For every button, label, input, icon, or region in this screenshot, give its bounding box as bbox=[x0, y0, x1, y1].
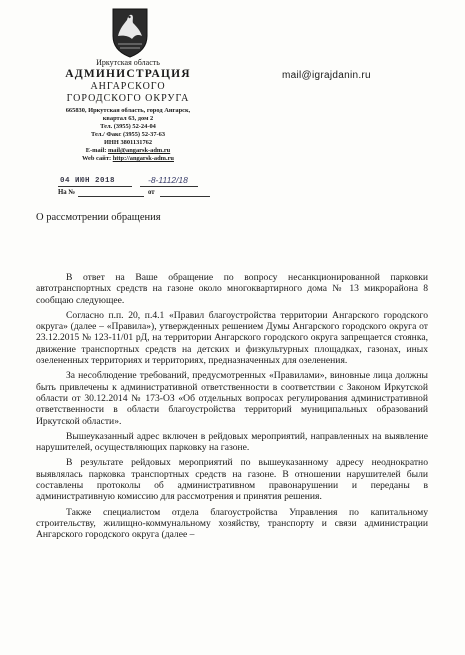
web-link[interactable]: http://angarsk-adm.ru bbox=[112, 155, 174, 162]
paragraph: Также специалистом отдела благоустройства Управления по капитальному строительству, жилищно-коммунальному хозяйству, транспорту и связи администрации Ангарского городского округа (далее – bbox=[36, 506, 428, 541]
web-label: Web сайт: bbox=[82, 155, 112, 162]
address-line-2: квартал 63, дом 2 bbox=[102, 115, 154, 122]
registration-date-stamp: 04 ИЮН 2018 bbox=[60, 177, 116, 185]
administration-title: АДМИНИСТРАЦИЯ bbox=[65, 68, 191, 80]
paragraph: В ответ на Ваше обращение по вопросу несанкционированной парковки автотранспортных средств на газоне около многоквартирного дома № 13 микрорайона 8 сообщаю следующее. bbox=[36, 272, 428, 306]
recipient-email: mail@igrajdanin.ru bbox=[282, 70, 371, 81]
paragraph: За несоблюдение требований, предусмотренных «Правилами», виновные лица должны быть привлечены к административной ответственности в соответствии с Законом Иркутской области от 30.12.2014 № 173-ОЗ «Об отдельных вопросах регулирования административной ответственности в области благоустройства территорий муниципальных образований Иркутской области». bbox=[36, 370, 428, 427]
email-label: E-mail: bbox=[85, 147, 107, 154]
paragraph: Вышеуказанный адрес включен в рейдовых мероприятий, направленных на выявление нарушителей, осуществляющих парковку на газоне. bbox=[36, 430, 428, 454]
email-line bbox=[58, 147, 198, 155]
paragraph: В результате рейдовых мероприятий по вышеуказанному адресу неоднократно выявлялась парковка транспортных средств на газоне. В отношении нарушителей были составлены протоколы об административном правонарушении и переданы в административную комиссию для рассмотрения и принятия решения. bbox=[36, 457, 428, 503]
letter-body bbox=[36, 272, 428, 541]
address-line-1: 665830, Иркутская область, город Ангарск, bbox=[65, 107, 191, 114]
coat-of-arms-icon bbox=[110, 6, 150, 58]
date-underline bbox=[58, 186, 132, 187]
reply-to-label: На № bbox=[58, 189, 76, 196]
reply-date-line bbox=[160, 196, 210, 197]
letter-subject: О рассмотрении обращения bbox=[36, 212, 161, 223]
okrug-name: ГОРОДСКОГО ОКРУГА bbox=[66, 93, 190, 104]
paragraph: Согласно п.п. 20, п.4.1 «Правил благоустройства территории Ангарского городского округа» (далее – «Правила»), утвержденных решением Думы Ангарского городского округа от 23.12.2015 № 123-11/01 рД, на территории Ангарского городского округа запрещается стоянка, движение транспортных средств на детских и физкультурных площадках, газонах, иных озелененных территориях и территориях, предназначенных для озеленения. bbox=[36, 309, 428, 367]
email-link[interactable]: mail@angarsk-adm.ru bbox=[107, 147, 171, 154]
letterhead bbox=[58, 58, 198, 163]
reply-date-label: от bbox=[148, 189, 155, 196]
city-name: АНГАРСКОГО bbox=[90, 81, 166, 92]
reply-number-line bbox=[78, 196, 144, 197]
fax-line: Тел./ Факс (3955) 52-37-63 bbox=[90, 131, 166, 138]
web-line bbox=[58, 155, 198, 163]
inn-line: ИНН 3801131762 bbox=[103, 139, 153, 146]
region-name: Иркутская область bbox=[96, 58, 160, 67]
number-underline bbox=[140, 186, 198, 187]
phone-line: Тел. (3955) 52-24-04 bbox=[100, 123, 156, 130]
contact-block bbox=[58, 107, 198, 163]
registration-number: -8-1112/18 bbox=[148, 175, 188, 185]
